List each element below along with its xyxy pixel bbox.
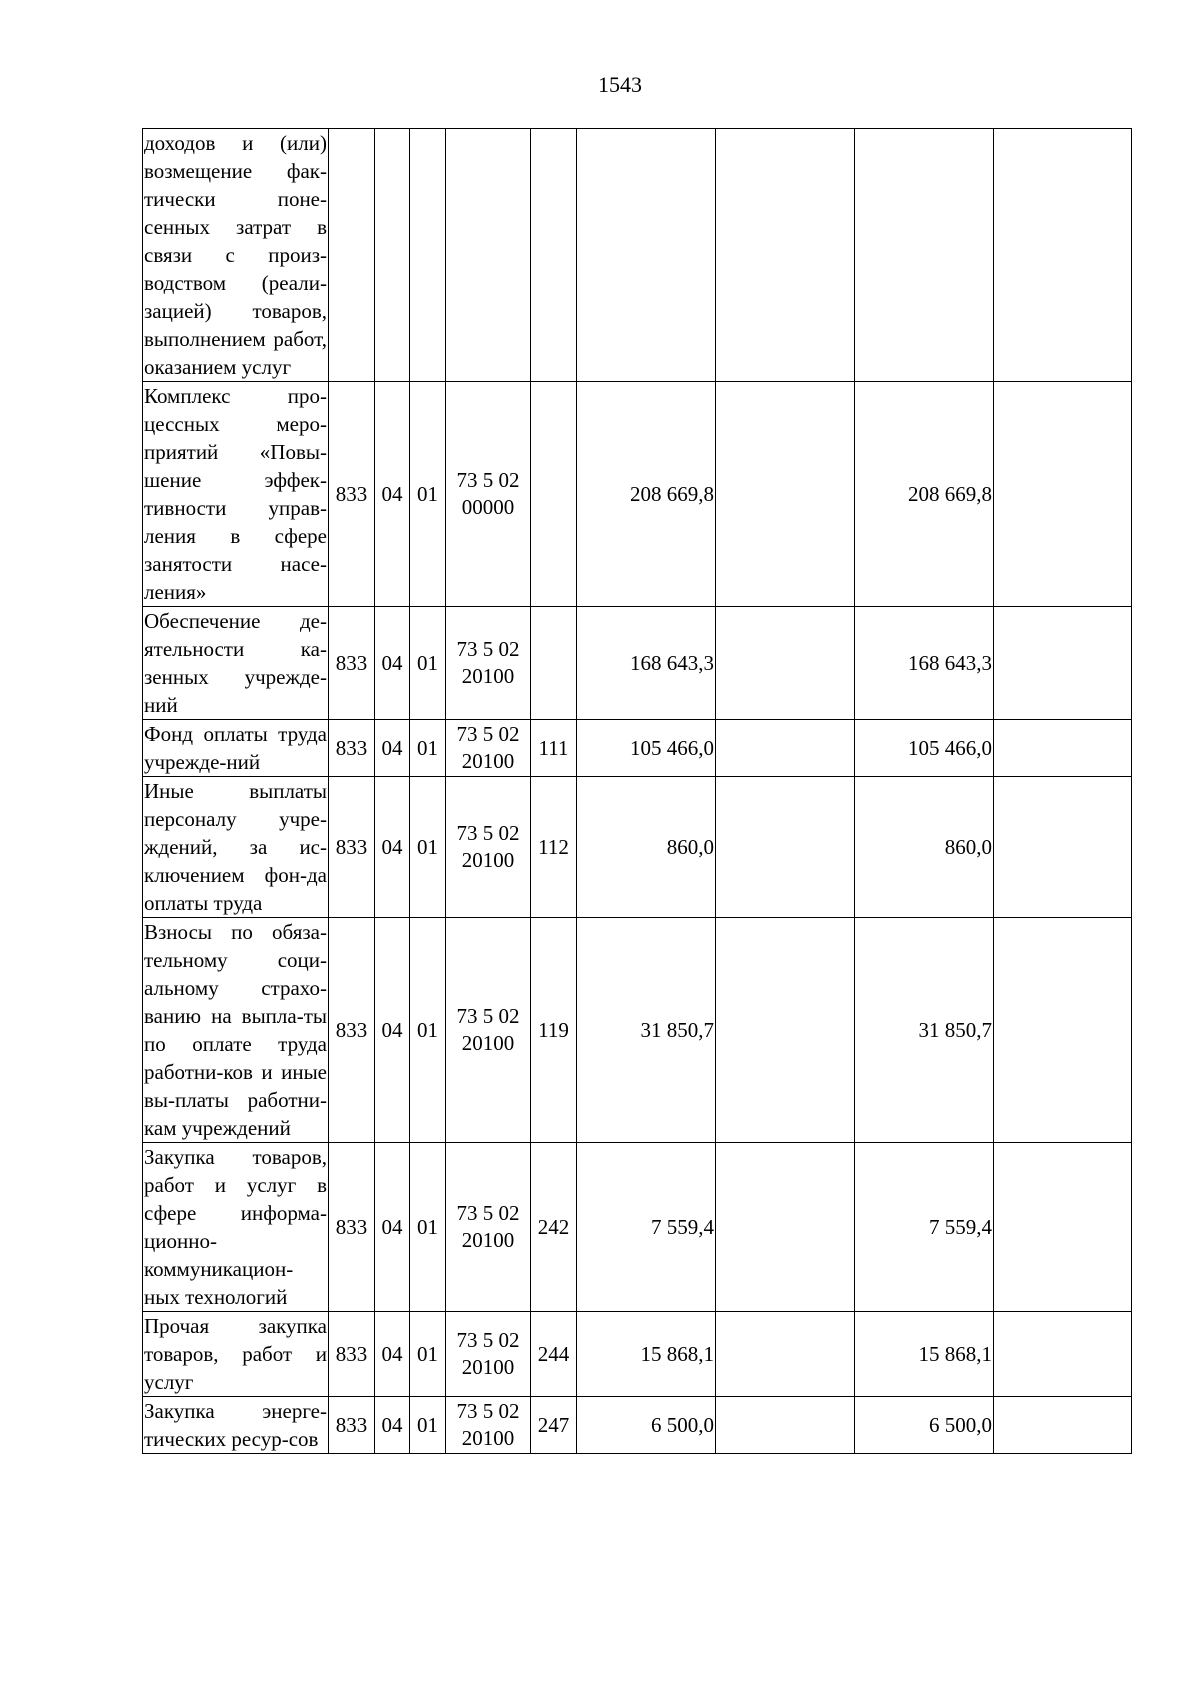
amount-cell-3: 168 643,3: [855, 607, 994, 720]
section-code-cell: 04: [375, 1143, 410, 1312]
target-article-text: 73 5 02 00000: [456, 468, 520, 519]
section-code-cell: 04: [375, 607, 410, 720]
expense-type-cell: 242: [531, 1143, 577, 1312]
amount-cell-1: [577, 129, 716, 382]
ministry-code-cell: [329, 129, 375, 382]
subsection-code-cell: 01: [410, 1397, 446, 1454]
table-row: [143, 777, 1132, 918]
amount-cell-3: 6 500,0: [855, 1397, 994, 1454]
ministry-code-cell: 833: [329, 1397, 375, 1454]
target-article-cell: [446, 1397, 531, 1454]
target-article-cell: [446, 918, 531, 1143]
amount-cell-2: [716, 1143, 855, 1312]
subsection-code-cell: 01: [410, 1143, 446, 1312]
table-row: [143, 1397, 1132, 1454]
expense-type-cell: 244: [531, 1312, 577, 1397]
subsection-code-cell: 01: [410, 720, 446, 777]
expense-type-cell: 111: [531, 720, 577, 777]
amount-cell-4: [994, 720, 1132, 777]
subsection-code-cell: 01: [410, 1312, 446, 1397]
table-row: [143, 382, 1132, 607]
row-name-cell: Иные выплаты персоналу учре-ждений, за ис-ключением фон-да оплаты труда: [143, 777, 329, 918]
ministry-code-cell: 833: [329, 382, 375, 607]
amount-cell-2: [716, 1397, 855, 1454]
section-code-cell: 04: [375, 382, 410, 607]
target-article-cell: [446, 777, 531, 918]
target-article-text: 73 5 02 20100: [456, 821, 520, 872]
table-row: [143, 1143, 1132, 1312]
section-code-cell: 04: [375, 918, 410, 1143]
target-article-cell: [446, 1312, 531, 1397]
ministry-code-cell: 833: [329, 918, 375, 1143]
target-article-cell: [446, 607, 531, 720]
subsection-code-cell: [410, 129, 446, 382]
amount-cell-3: 31 850,7: [855, 918, 994, 1143]
expense-type-cell: [531, 382, 577, 607]
target-article-text: 73 5 02 20100: [456, 722, 520, 773]
ministry-code-cell: 833: [329, 607, 375, 720]
amount-cell-2: [716, 1312, 855, 1397]
target-article-text: 73 5 02 20100: [456, 1399, 520, 1450]
amount-cell-1: 6 500,0: [577, 1397, 716, 1454]
section-code-cell: [375, 129, 410, 382]
subsection-code-cell: 01: [410, 918, 446, 1143]
amount-cell-2: [716, 720, 855, 777]
amount-cell-2: [716, 607, 855, 720]
section-code-cell: 04: [375, 1312, 410, 1397]
target-article-cell: [446, 1143, 531, 1312]
amount-cell-2: [716, 777, 855, 918]
row-name-cell: доходов и (или) возмещение фак-тически поне-сенных затрат в связи с произ-водством (реали-зацией) товаров, выполнением работ, оказанием услуг: [143, 129, 329, 382]
amount-cell-3: [855, 129, 994, 382]
row-name-cell: Закупка товаров, работ и услуг в сфере информа-ционно-коммуникацион-ных технологий: [143, 1143, 329, 1312]
amount-cell-1: 7 559,4: [577, 1143, 716, 1312]
table-row: [143, 607, 1132, 720]
amount-cell-3: 860,0: [855, 777, 994, 918]
expense-type-cell: 119: [531, 918, 577, 1143]
amount-cell-4: [994, 607, 1132, 720]
amount-cell-2: [716, 918, 855, 1143]
row-name-cell: Закупка энерге-тических ресур-сов: [143, 1397, 329, 1454]
table-row: [143, 918, 1132, 1143]
target-article-text: 73 5 02 20100: [456, 637, 520, 688]
expense-type-cell: [531, 129, 577, 382]
amount-cell-4: [994, 1143, 1132, 1312]
amount-cell-3: 15 868,1: [855, 1312, 994, 1397]
expense-type-cell: 247: [531, 1397, 577, 1454]
amount-cell-1: 208 669,8: [577, 382, 716, 607]
row-name-cell: Обеспечение де-ятельности ка-зенных учрежде-ний: [143, 607, 329, 720]
amount-cell-4: [994, 1397, 1132, 1454]
amount-cell-1: 860,0: [577, 777, 716, 918]
expense-type-cell: [531, 607, 577, 720]
target-article-text: 73 5 02 20100: [456, 1328, 520, 1379]
ministry-code-cell: 833: [329, 1312, 375, 1397]
target-article-cell: [446, 720, 531, 777]
target-article-cell: [446, 382, 531, 607]
page-number: 1543: [598, 72, 642, 97]
amount-cell-4: [994, 777, 1132, 918]
row-name-cell: Комплекс про-цессных меро-приятий «Повы-шение эффек-тивности управ-ления в сфере занятости насе-ления»: [143, 382, 329, 607]
subsection-code-cell: 01: [410, 777, 446, 918]
amount-cell-3: 208 669,8: [855, 382, 994, 607]
table-row: [143, 129, 1132, 382]
section-code-cell: 04: [375, 720, 410, 777]
amount-cell-3: 105 466,0: [855, 720, 994, 777]
ministry-code-cell: 833: [329, 1143, 375, 1312]
ministry-code-cell: 833: [329, 777, 375, 918]
row-name-cell: Фонд оплаты труда учрежде-ний: [143, 720, 329, 777]
amount-cell-1: 31 850,7: [577, 918, 716, 1143]
amount-cell-2: [716, 382, 855, 607]
target-article-cell: [446, 129, 531, 382]
row-name-cell: Прочая закупка товаров, работ и услуг: [143, 1312, 329, 1397]
amount-cell-1: 15 868,1: [577, 1312, 716, 1397]
table-row: [143, 1312, 1132, 1397]
amount-cell-3: 7 559,4: [855, 1143, 994, 1312]
amount-cell-4: [994, 918, 1132, 1143]
amount-cell-4: [994, 1312, 1132, 1397]
budget-table: [142, 128, 1132, 1454]
expense-type-cell: 112: [531, 777, 577, 918]
ministry-code-cell: 833: [329, 720, 375, 777]
row-name-cell: Взносы по обяза-тельному соци-альному страхо-ванию на выпла-ты по оплате труда работни-ков и иные вы-платы работни-кам учреждений: [143, 918, 329, 1143]
amount-cell-1: 168 643,3: [577, 607, 716, 720]
target-article-text: 73 5 02 20100: [456, 1004, 520, 1055]
subsection-code-cell: 01: [410, 607, 446, 720]
table-row: [143, 720, 1132, 777]
subsection-code-cell: 01: [410, 382, 446, 607]
amount-cell-2: [716, 129, 855, 382]
amount-cell-4: [994, 382, 1132, 607]
target-article-text: 73 5 02 20100: [456, 1201, 520, 1252]
section-code-cell: 04: [375, 777, 410, 918]
amount-cell-4: [994, 129, 1132, 382]
amount-cell-1: 105 466,0: [577, 720, 716, 777]
section-code-cell: 04: [375, 1397, 410, 1454]
